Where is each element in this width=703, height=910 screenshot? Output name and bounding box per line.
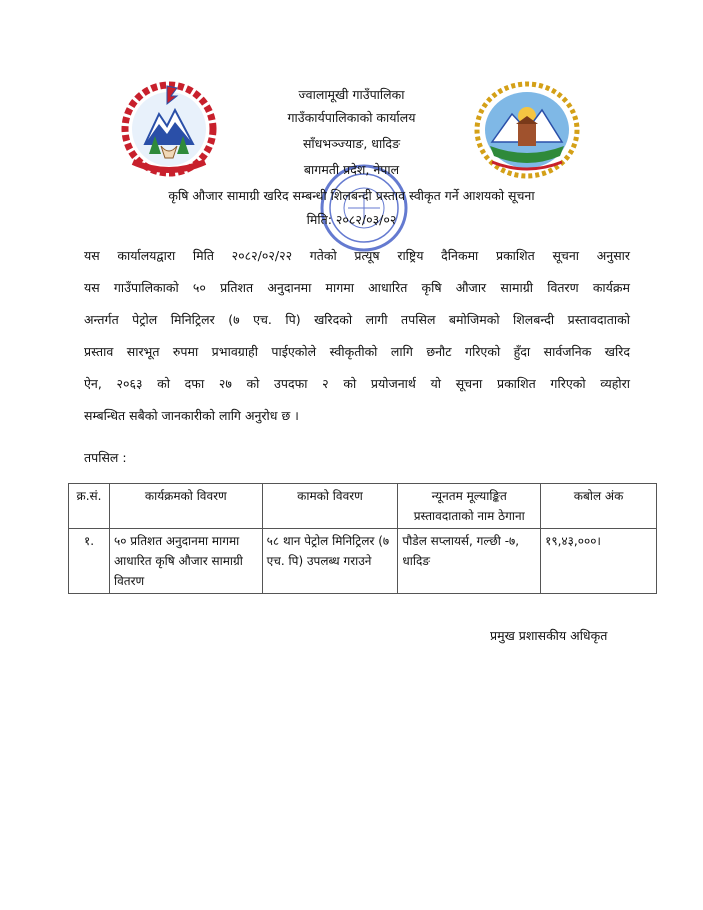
body-line: सम्बन्धित सबैको जानकारीको लागि अनुरोध छ ।: [84, 408, 299, 423]
signatory-title: प्रमुख प्रशासकीय अधिकृत: [490, 628, 608, 643]
col-program: कार्यक्रमको विवरण: [109, 484, 262, 529]
cell-work: ५८ थान पेट्रोल मिनिट्रिलर (७ एच. पि) उपलब्ध गराउने: [262, 529, 398, 594]
body-line: यस कार्यालयद्वारा मिति २०८२/०२/२२ गतेको प्रत्यूष राष्ट्रिय दैनिकमा प्रकाशित सूचना अनुसार: [84, 248, 630, 263]
municipality-name: ज्वालामूखी गाउँपालिका: [298, 87, 405, 102]
body-line: यस गाउँपालिकाको ५० प्रतिशत अनुदानमा मागमा आधारित कृषि औजार सामाग्री वितरण कार्यक्रम: [84, 280, 630, 295]
cell-amount: १९,४३,०००।: [541, 529, 657, 594]
province-country: बागमती प्रदेश, नेपाल: [303, 162, 400, 177]
office-address: साँधभञ्ज्याङ, धादिङ: [302, 136, 401, 151]
cell-serial: १.: [69, 529, 110, 594]
body-line: ऐन, २०६३ को दफा २७ को उपदफा २ को प्रयोजनार्थ यो सूचना प्रकाशित गरिएको व्यहोरा: [84, 376, 630, 391]
col-serial: क्र.सं.: [69, 484, 110, 529]
col-bidder: न्यूनतम मूल्याङ्कित प्रस्तावदाताको नाम ठेगाना: [398, 484, 541, 529]
body-line: अन्तर्गत पेट्रोल मिनिट्रिलर (७ एच. पि) खरिदको लागी तपसिल बमोजिमको शिलबन्दी प्रस्तावदाताको: [84, 312, 630, 327]
office-name: गाउँकार्यपालिकाको कार्यालय: [287, 110, 416, 125]
body-line: प्रस्ताव सारभूत रुपमा प्रभावग्राही पाईएकोले स्वीकृतीको लागि छनौट गरिएको हुँदा सार्वजनिक खरिद: [84, 344, 630, 359]
details-table: [68, 483, 657, 594]
cell-program: ५० प्रतिशत अनुदानमा मागमा आधारित कृषि औजार सामाग्री वितरण: [109, 529, 262, 594]
cell-bidder: पौडेल सप्लायर्स, गल्छी -७, धादिङ: [398, 529, 541, 594]
table-header-row: [69, 484, 657, 529]
table-row: [69, 529, 657, 594]
col-work: कामको विवरण: [262, 484, 398, 529]
notice-body: [84, 240, 630, 432]
notice-date: मिति: २०८२/०३/०२: [306, 212, 397, 227]
notice-title: कृषि औजार सामाग्री खरिद सम्बन्धी शिलबन्दी प्रस्ताव स्वीकृत गर्ने आशयको सूचना: [168, 188, 535, 203]
tapasil-label: तपसिल :: [84, 450, 127, 465]
col-amount: कबोल अंक: [541, 484, 657, 529]
